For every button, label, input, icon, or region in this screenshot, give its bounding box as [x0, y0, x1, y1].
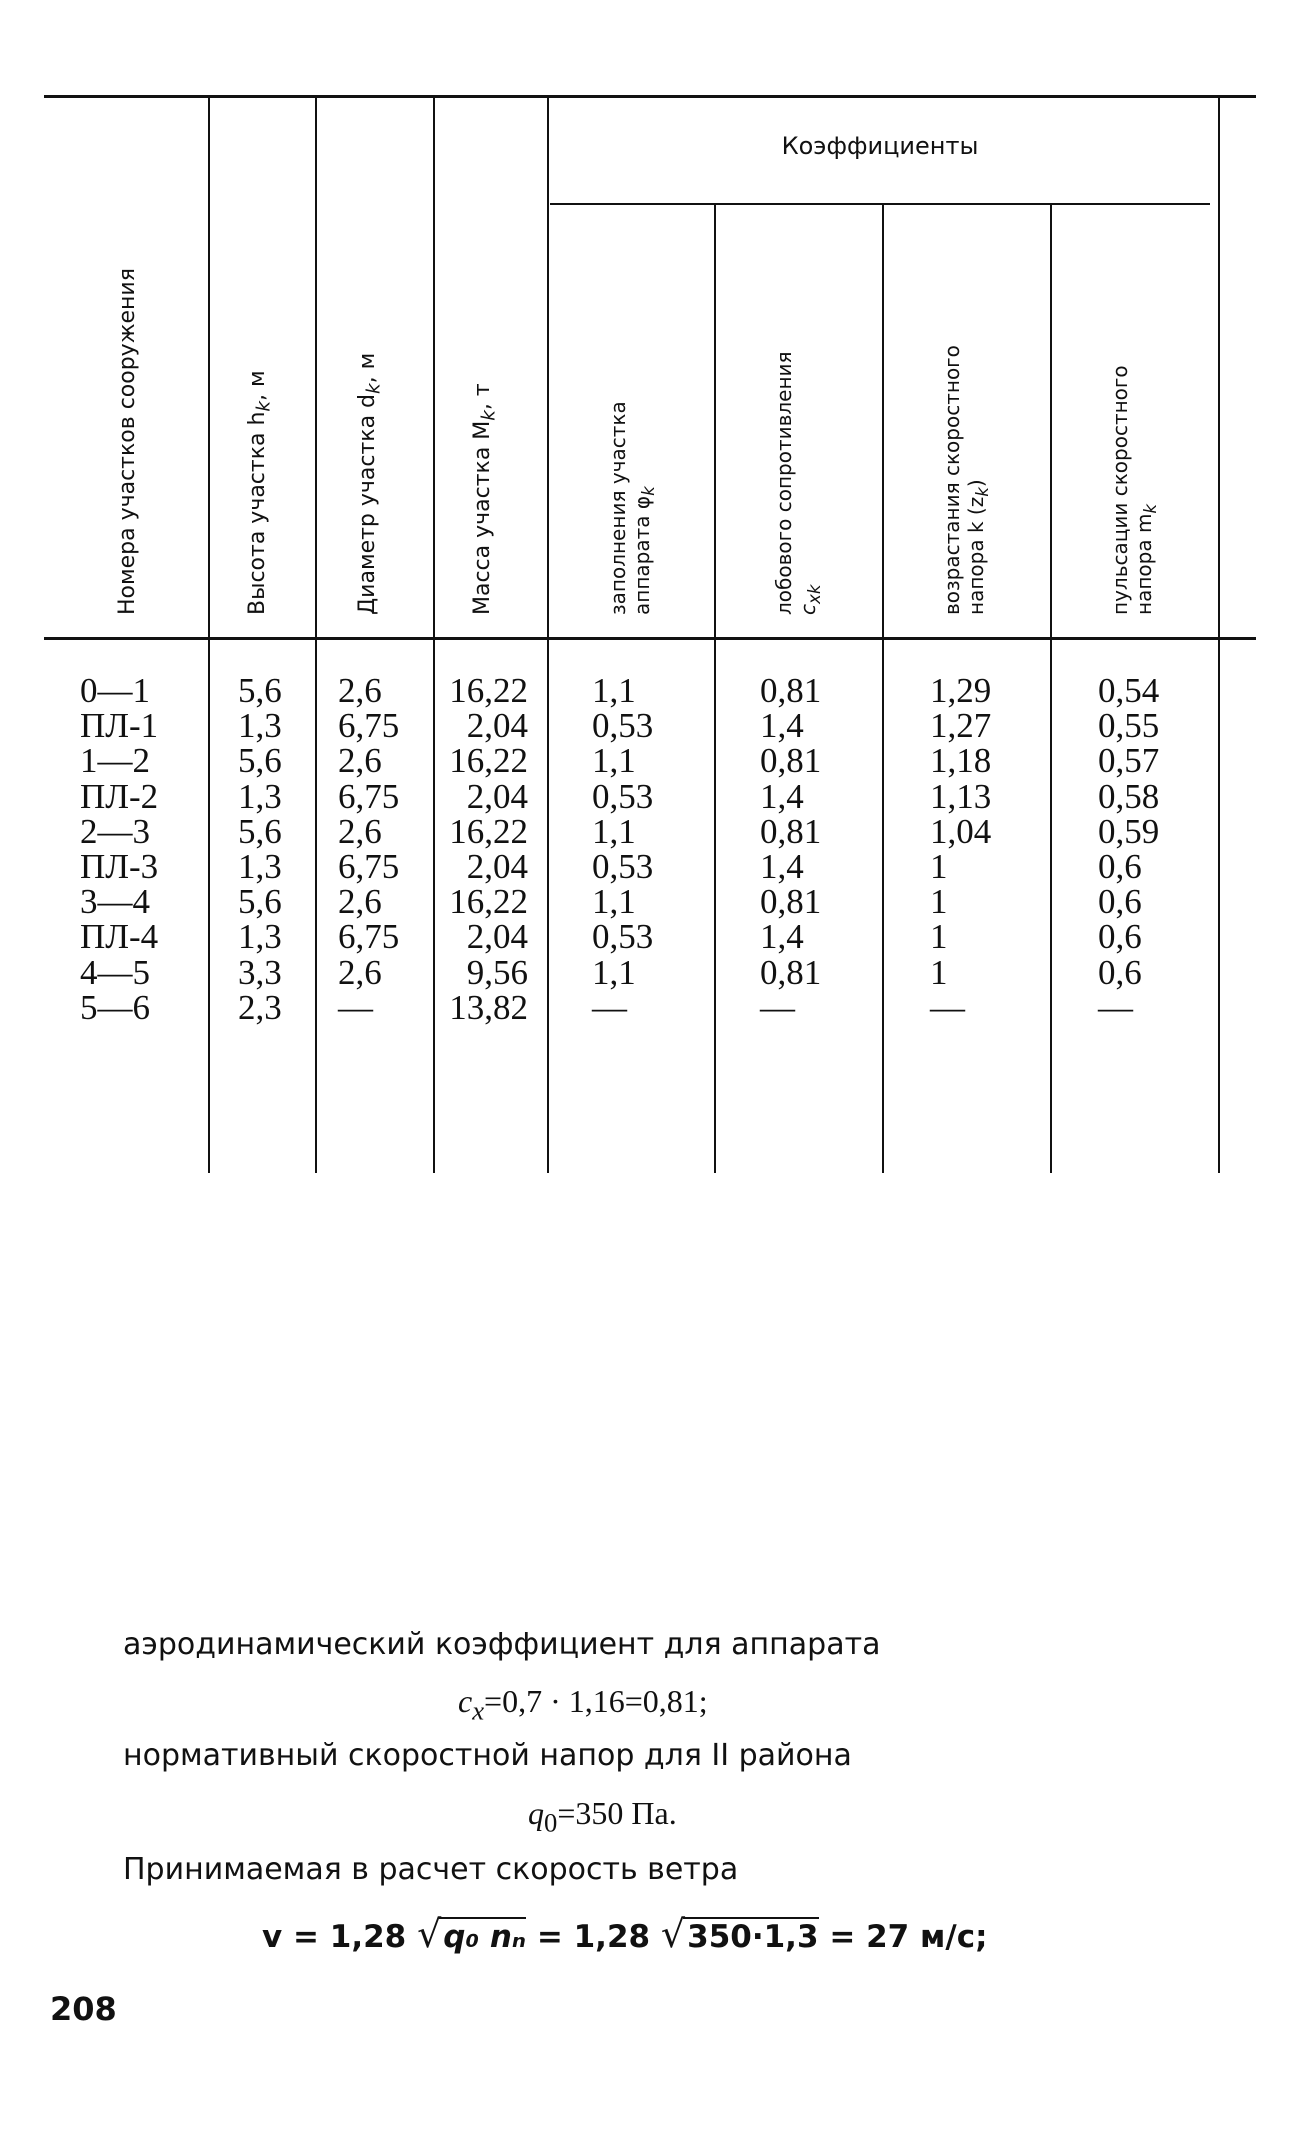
table-cell-pulse: 0,54	[1098, 671, 1160, 710]
col-diameter	[338, 673, 428, 1025]
table-cell-drag: —	[760, 987, 795, 1027]
table-cell-h: 1,3	[238, 846, 282, 886]
table-cell-h: 5,6	[238, 811, 282, 851]
table-cell-section: ПЛ-2	[80, 776, 159, 816]
table-cell-fill: 1,1	[592, 671, 636, 710]
col-divider-6	[882, 205, 884, 637]
table-cell-section: ПЛ-1	[80, 706, 159, 746]
table-cell-d: 2,6	[338, 882, 382, 922]
table-cell-h: 5,6	[238, 882, 282, 922]
header-drag-coefficient: лобового сопротивления $c_{xk}$	[772, 351, 824, 615]
col-divider-8	[1218, 98, 1220, 1173]
table-cell-section: 3—4	[80, 882, 150, 922]
header-fill-coefficient: заполнения участка аппарата $\varphi_k$	[606, 401, 658, 615]
header-height: Высота участка $h_k$, м	[245, 370, 275, 615]
aero-label: аэродинамический коэффициент для аппарата	[123, 1627, 881, 1662]
table-cell-d: 2,6	[338, 671, 382, 710]
table-cell-growth: 1	[930, 952, 948, 992]
col-divider-7	[1050, 205, 1052, 637]
col-pulse	[1098, 673, 1208, 1025]
v-formula: v = 1,28 √q₀ nₙ = 1,28 √350·1,3 = 27 м/с;	[262, 1912, 988, 1956]
table-cell-drag: 1,4	[760, 917, 804, 957]
page-number: 208	[50, 1990, 117, 2028]
table-cell-drag: 1,4	[760, 776, 804, 816]
header-diameter: Диаметр участка $d_k$, м	[355, 352, 385, 615]
header-pulsation-coefficient: пульсации скоростного напора $m_k$	[1108, 365, 1160, 615]
table-cell-fill: 0,53	[592, 917, 654, 957]
table-cell-h: 2,3	[238, 987, 282, 1027]
speed-label: Принимаемая в расчет скорость ветра	[123, 1852, 739, 1887]
table-cell-pulse: 0,6	[1098, 882, 1142, 922]
col-divider-5	[714, 205, 716, 637]
table-cell-section: ПЛ-4	[80, 917, 159, 957]
group-underline	[550, 203, 1210, 205]
table-cell-m: 2,04	[466, 776, 528, 816]
table-cell-m: 13,82	[449, 987, 528, 1027]
table-cell-d: 6,75	[338, 706, 400, 746]
table-cell-m: 2,04	[466, 846, 528, 886]
table-cell-pulse: 0,57	[1098, 741, 1160, 781]
table-cell-d: 2,6	[338, 952, 382, 992]
table-cell-fill: —	[592, 987, 627, 1027]
col-section	[80, 673, 200, 1025]
col-divider-4	[547, 98, 549, 1173]
table-cell-m: 2,04	[466, 706, 528, 746]
aero-formula: $c_x=0,7 \cdot 1,16=0,81$;	[458, 1683, 708, 1726]
header-bottom-rule	[44, 637, 1256, 640]
table-cell-h: 5,6	[238, 671, 282, 710]
table-cell-fill: 1,1	[592, 882, 636, 922]
table-cell-drag: 0,81	[760, 811, 822, 851]
table-cell-drag: 0,81	[760, 882, 822, 922]
table-cell-growth: —	[930, 987, 965, 1027]
table-cell-fill: 0,53	[592, 706, 654, 746]
header-section: Номера участков сооружения	[115, 268, 140, 615]
col-divider-5b	[714, 640, 716, 1173]
table-cell-section: ПЛ-3	[80, 846, 159, 886]
table-cell-fill: 1,1	[592, 952, 636, 992]
coefficients-group-header: Коэффициенты	[781, 132, 979, 160]
table-cell-d: 2,6	[338, 811, 382, 851]
table-top-rule	[44, 95, 1256, 98]
table-cell-section: 4—5	[80, 952, 150, 992]
table-cell-growth: 1,29	[930, 671, 992, 710]
col-divider-1	[208, 98, 210, 1173]
col-growth	[930, 673, 1040, 1025]
table-cell-h: 1,3	[238, 706, 282, 746]
table-cell-d: 6,75	[338, 917, 400, 957]
table-cell-fill: 1,1	[592, 811, 636, 851]
table-cell-m: 9,56	[466, 952, 528, 992]
table-cell-m: 16,22	[449, 811, 528, 851]
table-cell-m: 16,22	[449, 882, 528, 922]
col-mass	[436, 673, 528, 1025]
table-cell-section: 2—3	[80, 811, 150, 851]
table-cell-h: 5,6	[238, 741, 282, 781]
q-formula: $q_0=350$ Па.	[528, 1795, 677, 1838]
table-cell-drag: 0,81	[760, 952, 822, 992]
table-cell-m: 2,04	[466, 917, 528, 957]
table-cell-section: 1—2	[80, 741, 150, 781]
table-cell-drag: 1,4	[760, 706, 804, 746]
table-cell-pulse: —	[1098, 987, 1133, 1027]
table-cell-growth: 1	[930, 917, 948, 957]
col-divider-2	[315, 98, 317, 1173]
table-cell-m: 16,22	[449, 671, 528, 710]
header-mass: Масса участка $M_k$, т	[470, 383, 500, 615]
table-cell-growth: 1,04	[930, 811, 992, 851]
table-cell-fill: 1,1	[592, 741, 636, 781]
col-divider-6b	[882, 640, 884, 1173]
table-cell-d: 6,75	[338, 846, 400, 886]
table-cell-pulse: 0,55	[1098, 706, 1160, 746]
table-cell-section: 0—1	[80, 671, 150, 710]
table-cell-pulse: 0,6	[1098, 952, 1142, 992]
col-divider-7b	[1050, 640, 1052, 1173]
table-cell-d: 6,75	[338, 776, 400, 816]
table-cell-drag: 1,4	[760, 846, 804, 886]
table-cell-growth: 1	[930, 846, 948, 886]
table-cell-fill: 0,53	[592, 776, 654, 816]
col-fill	[592, 673, 702, 1025]
table-cell-pulse: 0,59	[1098, 811, 1160, 851]
table-cell-growth: 1,18	[930, 741, 992, 781]
table-cell-d: —	[338, 987, 373, 1027]
table-cell-drag: 0,81	[760, 741, 822, 781]
table-cell-h: 1,3	[238, 776, 282, 816]
table-cell-pulse: 0,58	[1098, 776, 1160, 816]
table-cell-h: 1,3	[238, 917, 282, 957]
table-cell-growth: 1	[930, 882, 948, 922]
table-cell-pulse: 0,6	[1098, 917, 1142, 957]
table-cell-growth: 1,27	[930, 706, 992, 746]
col-divider-3	[433, 98, 435, 1173]
table-cell-h: 3,3	[238, 952, 282, 992]
header-growth-coefficient: возрастания скоростного напора k $(z_k)$	[940, 345, 992, 615]
norm-label: нормативный скоростной напор для II района	[123, 1738, 852, 1773]
table-cell-d: 2,6	[338, 741, 382, 781]
col-drag	[760, 673, 870, 1025]
table-cell-m: 16,22	[449, 741, 528, 781]
table-cell-drag: 0,81	[760, 671, 822, 710]
table-cell-fill: 0,53	[592, 846, 654, 886]
table-cell-growth: 1,13	[930, 776, 992, 816]
table-cell-pulse: 0,6	[1098, 846, 1142, 886]
table-cell-section: 5—6	[80, 987, 150, 1027]
col-height	[238, 673, 308, 1025]
